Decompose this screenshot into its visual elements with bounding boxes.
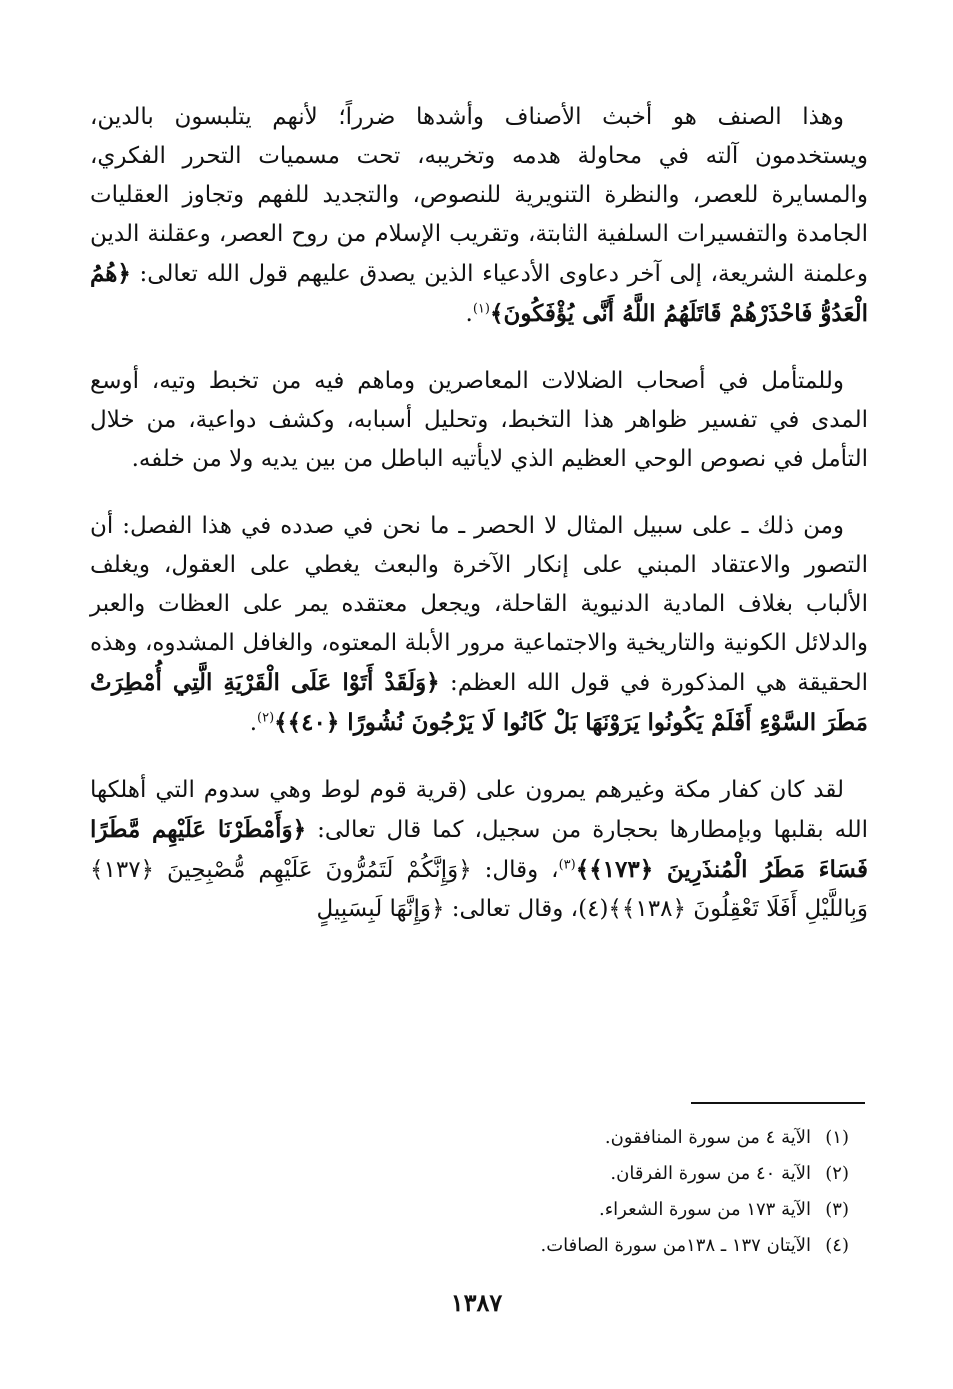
quran-verse: ﴿وَلَقَدْ أَتَوْا عَلَى الْقَرْيَةِ الَّتِي أُمْطِرَتْ مَطَرَ السَّوْءِ أَفَلَمْ يَكُونُوا يَرَوْنَهَا بَلْ كَانُوا لَا يَرْجُونَ نُشُورًا ﴿٤٠﴾﴾ xyxy=(90,669,868,736)
page-number: ١٣٨٧ xyxy=(450,1288,503,1317)
footnote-text: الآية ٤ من سورة المنافقون. xyxy=(604,1127,811,1148)
footnote-number: (٤) xyxy=(825,1235,849,1256)
footnote-text: الآية ٤٠ من سورة الفرقان. xyxy=(610,1163,811,1184)
paragraph xyxy=(90,98,868,334)
paragraph-tail: ، وقال: ﴿وَإِنَّكُمْ لَتَمُرُّونَ عَلَيْهِم مُّصْبِحِينَ ﴿١٣٧﴾ وَبِاللَّيْلِ أَفَلَا تَعْقِلُونَ ﴿١٣٨﴾﴾(٤)، وقال تعالى: ﴿وَإِنَّهَا لَبِسَبِيلٍ xyxy=(90,857,868,922)
paragraph xyxy=(90,771,868,929)
footnote-item xyxy=(540,1192,849,1228)
paragraph-text: وهذا الصنف هو أخبث الأصناف وأشدها ضرراً؛ لأنهم يتلبسون بالدين، ويستخدمون آلته في محاولة هدمه وتخريبه، تحت مسميات التحرر الفكري، والمسايرة للعصر، والنظرة التنويرية للنصوص، والتجديد للفهم وتجاوز العقليات الجامدة والتفسيرات السلفية الثابتة، وتقريب الإسلام من روح العصر، وعقلنة الدين وعلمنة الشريعة، إلى آخر دعاوى الأدعياء الذين يصدق عليهم قول الله تعالى: xyxy=(90,104,868,287)
quran-verse: ﴿هُمُ الْعَدُوُّ فَاحْذَرْهُمْ قَاتَلَهُمُ اللَّهُ أَنَّى يُؤْفَكُونَ﴾ xyxy=(90,260,868,327)
footnote-ref: (٣) xyxy=(558,857,576,873)
footnote-item xyxy=(540,1228,849,1264)
paragraph-tail: . xyxy=(465,301,473,327)
paragraph-tail: . xyxy=(249,710,258,736)
footnote-text: الآيتان ١٣٧ ـ ١٣٨من سورة الصافات. xyxy=(540,1235,811,1256)
footnote-number: (٣) xyxy=(825,1199,849,1220)
footnote-number: (١) xyxy=(825,1127,849,1148)
footnotes xyxy=(540,1120,849,1264)
footnote-text: الآية ١٧٣ من سورة الشعراء. xyxy=(598,1199,811,1220)
paragraph-text: ومن ذلك ـ على سبيل المثال لا الحصر ـ ما نحن في صدده في هذا الفصل: أن التصور والاعتقاد المبني على إنكار الآخرة والبعث يغطي على العقول، ويغلف الألباب بغلاف المادية الدنيوية القاحلة، ويجعل معتقده يمر على العظات والعبر والدلائل الكونية والتاريخية والاجتماعية مرور الأبلة المعتوه، والغافل المشدوه، وهذه الحقيقة هي المذكورة في قول الله العظم: xyxy=(90,513,868,696)
main-text xyxy=(90,98,868,957)
quran-verse: ﴿وَأَمْطَرْنَا عَلَيْهِم مَّطَرًا فَسَاءَ مَطَرُ الْمُنذَرِينَ ﴿١٧٣﴾﴾ xyxy=(90,816,869,883)
paragraph-text: لقد كان كفار مكة وغيرهم يمرون على (قرية قوم لوط وهي سدوم التي أهلكها الله بقلبها وبإمطارها بحجارة من سجيل، كما قال تعالى: xyxy=(90,777,868,843)
footnote-item xyxy=(540,1120,849,1156)
footnote-ref: (٢) xyxy=(257,710,275,726)
footnote-ref: (١) xyxy=(472,301,490,317)
footnote-number: (٢) xyxy=(825,1163,849,1184)
footnote-divider xyxy=(691,1102,865,1104)
footnote-item xyxy=(540,1156,849,1192)
paragraph-text: وللمتأمل في أصحاب الضلالات المعاصرين وماهم فيه من تخبط وتيه، أوسع المدى في تفسير ظواهر هذا التخبط، وتحليل أسبابه، وكشف دواعية، من خلال التأمل في نصوص الوحي العظيم الذي لايأتيه الباطل من بين يديه ولا من خلفه. xyxy=(90,368,868,472)
paragraph xyxy=(90,362,868,479)
paragraph xyxy=(90,507,868,743)
